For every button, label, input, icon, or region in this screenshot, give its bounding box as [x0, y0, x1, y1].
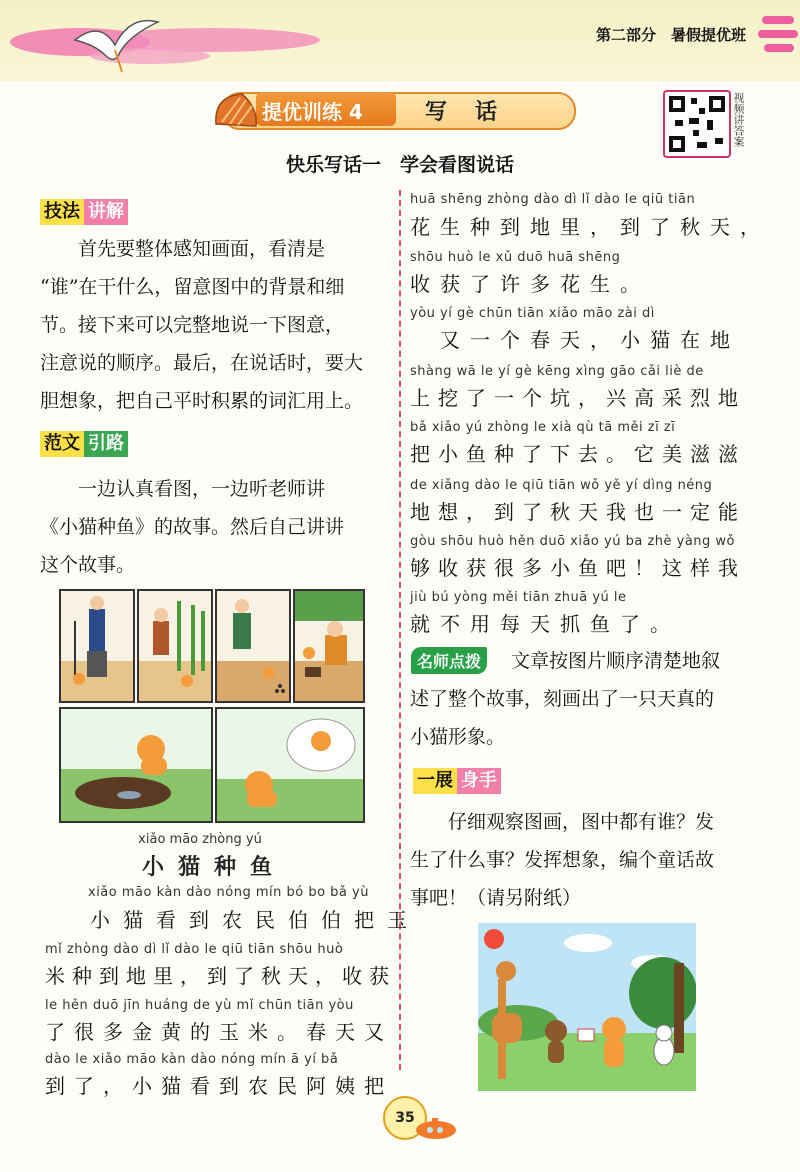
practice-paragraph [410, 803, 770, 917]
hanzi-line: 地想，到了秋天我也一定能 [410, 500, 746, 524]
tip-tag: 名师点拨 [411, 647, 487, 674]
practice-line: 事吧！（请另附纸） [410, 887, 582, 909]
method-line: “谁”在干什么，留意图中的背景和细 [40, 276, 345, 298]
pinyin-line: shōu huò le xǔ duō huā shēng [410, 250, 621, 265]
method-tag-a: 技法 [40, 199, 84, 225]
practice-tag [413, 768, 501, 794]
story-picture-1 [59, 589, 135, 703]
model-tag-b: 引路 [84, 431, 128, 457]
practice-line: 仔细观察图画，图中都有谁？发 [410, 811, 715, 833]
cloud-decoration [0, 0, 360, 82]
story-picture-4 [293, 589, 365, 703]
method-line: 注意说的顺序。最后，在说话时，要大 [40, 352, 364, 374]
model-paragraph [40, 470, 390, 584]
hanzi-line: 到了，小猫看到农民阿姨把 [45, 1074, 393, 1098]
hanzi-line: 就不用每天抓鱼了。 [410, 612, 680, 636]
pinyin-line: le hěn duō jīn huáng de yù mǐ chūn tiān yòu [45, 998, 354, 1013]
model-line: 《小猫种鱼》的故事。然后自己讲讲 [40, 516, 345, 538]
model-tag-a: 范文 [40, 431, 84, 457]
hanzi-line: 又一个春天，小猫在地 [410, 328, 740, 352]
method-line: 胆想象，把自己平时积累的词汇用上。 [40, 390, 364, 412]
hanzi-line: 了很多金黄的玉米。春天又 [45, 1020, 393, 1044]
method-line: 节。接下来可以完整地说一下图意， [40, 314, 345, 336]
seagull-icon [70, 10, 160, 80]
practice-picture [478, 923, 696, 1091]
pinyin-line: bǎ xiǎo yú zhòng le xià qù tā měi zī zī [410, 420, 676, 435]
story-title: 小猫种鱼 [141, 855, 286, 880]
page-number: 35 [383, 1096, 427, 1140]
method-tag [40, 199, 128, 225]
pinyin-line: huā shēng zhòng dào dì lǐ dào le qiū tiān [410, 192, 696, 207]
lesson-subtitle: 快乐写话一 学会看图说话 [285, 154, 514, 176]
pinyin-line: de xiǎng dào le qiū tiān wǒ yě yí dìng néng [410, 478, 713, 493]
story-title-pinyin: xiǎo māo zhòng yú [138, 832, 262, 847]
banner-subject: 写话 [425, 100, 526, 125]
submarine-icon [412, 1116, 460, 1142]
practice-tag-b: 身手 [457, 768, 501, 794]
hanzi-line: 把小鱼种了下去。它美滋滋 [410, 442, 746, 466]
pinyin-line: yòu yí gè chūn tiān xiǎo māo zài dì [410, 306, 655, 321]
tip-line: 小猫形象。 [410, 726, 506, 748]
section-title: 第二部分 暑假提优班 [595, 26, 746, 44]
pinyin-line: gòu shōu huò hěn duō xiǎo yú ba zhè yàng wǒ [410, 534, 736, 549]
tip-line: 述了整个故事，刻画出了一只天真的 [410, 688, 715, 710]
hanzi-line: 花生种到地里，到了秋天， [410, 215, 770, 239]
hanzi-line: 收获了许多花生。 [410, 272, 650, 296]
pink-tab-decoration [756, 14, 800, 54]
qr-pattern-icon [667, 94, 727, 154]
method-paragraph [40, 230, 390, 420]
story-picture-6 [215, 707, 365, 823]
method-tag-b: 讲解 [84, 199, 128, 225]
hanzi-line: 上挖了一个坑，兴高采烈地 [410, 386, 746, 410]
pinyin-line: shàng wā le yí gè kēng xìng gāo cǎi liè de [410, 364, 704, 379]
hanzi-line: 小猫看到农民伯伯把玉 [90, 908, 420, 932]
story-picture-5 [59, 707, 213, 823]
method-line: 首先要整体感知画面，看清是 [40, 238, 326, 260]
model-line: 这个故事。 [40, 554, 136, 576]
model-tag [40, 431, 128, 457]
story-picture-2 [137, 589, 213, 703]
practice-line: 生了什么事？发挥想象，编个童话故 [410, 849, 715, 871]
tip-paragraph [410, 642, 760, 756]
story-picture-3 [215, 589, 291, 703]
pinyin-line: dào le xiǎo māo kàn dào nóng mín ā yí bǎ [45, 1052, 339, 1067]
hanzi-line: 够收获很多小鱼吧！这样我 [410, 556, 746, 580]
shell-icon [212, 90, 260, 130]
banner-title: 提优训练 4 [262, 100, 363, 124]
tip-line: 文章按图片顺序清楚地叙 [492, 650, 721, 672]
column-divider [399, 190, 401, 1070]
pinyin-line: jiù bú yòng měi tiān zhuā yú le [410, 590, 627, 605]
page-header [0, 0, 800, 82]
pinyin-line: xiǎo māo kàn dào nóng mín bó bo bǎ yù [88, 885, 369, 900]
qr-label: 视频讲答案 [732, 92, 745, 147]
practice-tag-a: 一展 [413, 768, 457, 794]
pinyin-line: mǐ zhòng dào dì lǐ dào le qiū tiān shōu huò [45, 942, 344, 957]
model-line: 一边认真看图，一边听老师讲 [40, 478, 326, 500]
hanzi-line: 米种到地里，到了秋天，收获 [45, 964, 396, 988]
qr-code[interactable] [663, 90, 731, 158]
